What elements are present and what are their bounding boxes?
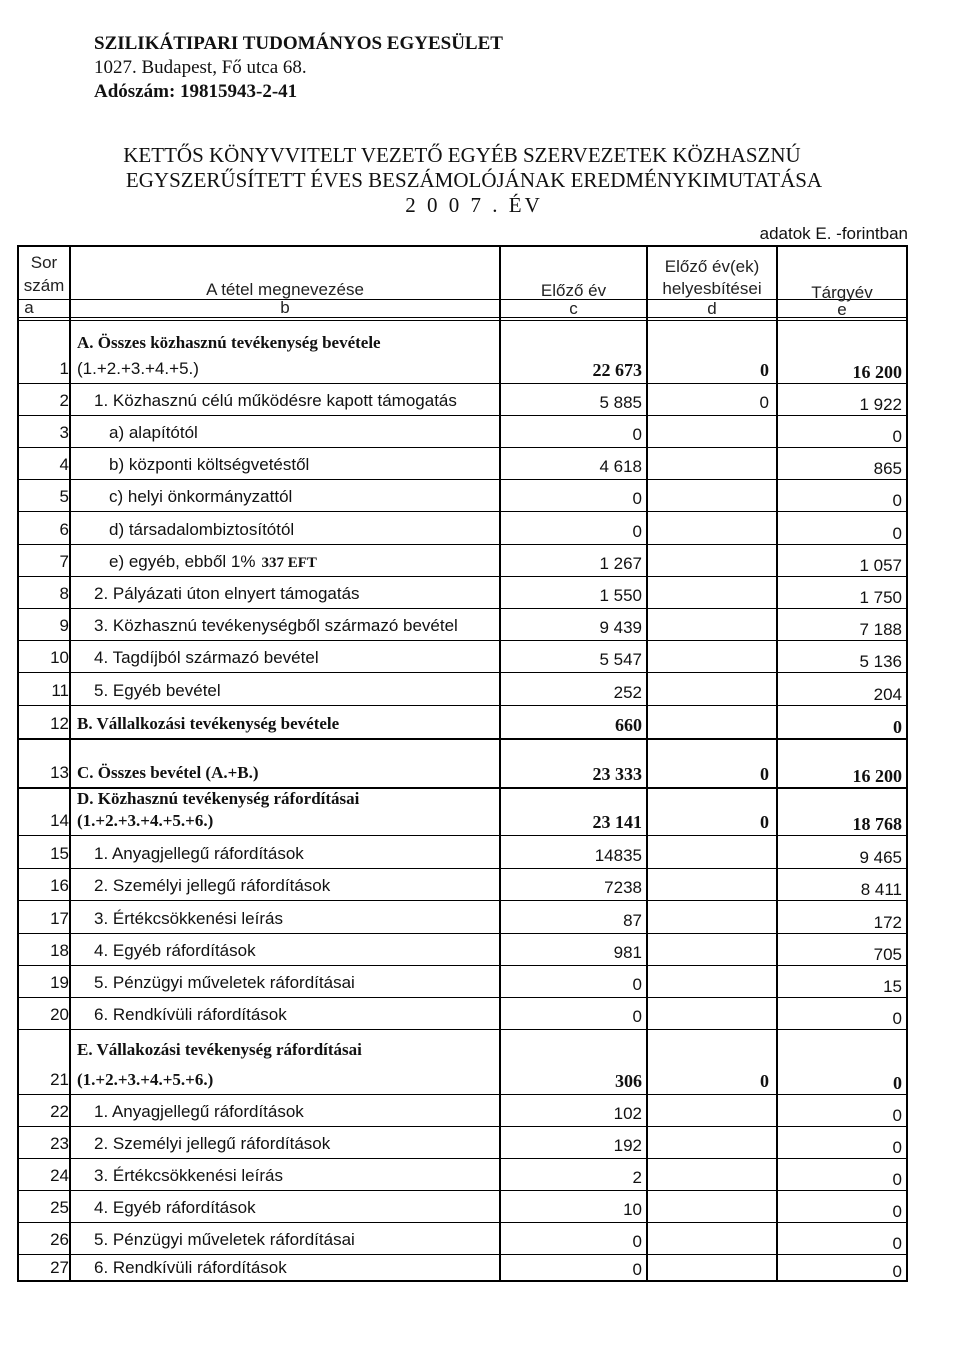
current-year-value: 7 188 <box>859 620 902 639</box>
prev-year-header: Előző év <box>540 281 607 300</box>
title-line-2: EGYSZERŰSÍTETT ÉVES BESZÁMOLÓJÁNAK EREDMÉNYKIMUTATÁSA <box>125 168 823 192</box>
table-row <box>19 900 906 933</box>
row-number: 19 <box>50 973 69 992</box>
row-number: 1 <box>59 359 69 378</box>
prev-year-value: 23 141 <box>592 812 642 832</box>
row-label: (1.+2.+3.+4.+5.+6.) <box>77 1070 214 1089</box>
row-number: 10 <box>50 648 69 667</box>
sor-header-line1: Sor <box>30 253 58 272</box>
report-title <box>0 143 960 218</box>
current-year-value: 705 <box>873 945 902 964</box>
row-label: 1. Anyagjellegű ráfordítások <box>94 1102 304 1121</box>
sor-letter: a <box>24 298 34 317</box>
title-line-1: KETTŐS KÖNYVVITELT VEZETŐ EGYÉB SZERVEZETEK KÖZHASZNÚ <box>123 143 801 167</box>
prev-year-value: 23 333 <box>592 764 642 784</box>
table-row <box>19 1094 906 1126</box>
table-row <box>19 383 906 415</box>
row-number: 18 <box>50 941 69 960</box>
row-heading: E. Vállakozási tevékenység ráfordításai <box>77 1040 362 1059</box>
table-row <box>19 1190 906 1222</box>
row-number: 24 <box>50 1166 69 1185</box>
table-row <box>19 544 906 576</box>
row-label: (1.+2.+3.+4.+5.+6.) <box>77 811 214 830</box>
current-year-value: 16 200 <box>852 766 902 786</box>
prev-year-value: 660 <box>615 715 642 735</box>
table-row <box>19 1158 906 1190</box>
row-number: 17 <box>50 909 69 928</box>
prev-year-value: 10 <box>623 1200 642 1219</box>
prev-year-value: 0 <box>632 1232 642 1251</box>
table-row <box>19 1222 906 1254</box>
row-label: 3. Értékcsökkenési leírás <box>94 1166 283 1185</box>
row-heading: A. Összes közhasznú tevékenység bevétele <box>77 333 381 352</box>
prev-year-value: 1 267 <box>599 554 642 573</box>
table-row <box>19 705 906 738</box>
row-number: 6 <box>59 520 69 539</box>
row-number: 7 <box>59 552 69 571</box>
current-year-value: 15 <box>883 977 902 996</box>
table-row <box>19 1029 906 1094</box>
adjustment-header-line2: helyesbítései <box>662 279 762 298</box>
report-year: 2 0 0 7 . ÉV <box>405 193 543 217</box>
current-year-value: 0 <box>892 491 902 510</box>
prev-year-value: 192 <box>613 1136 642 1155</box>
prev-year-value: 0 <box>632 1007 642 1026</box>
income-statement-table <box>17 245 908 1282</box>
row-number: 26 <box>50 1230 69 1249</box>
table-row <box>19 933 906 965</box>
table-row <box>19 787 906 835</box>
table-row <box>19 1126 906 1158</box>
table-row <box>19 835 906 868</box>
table-row <box>19 447 906 479</box>
adjustment-value: 0 <box>760 764 769 784</box>
row-number: 15 <box>50 844 69 863</box>
row-number: 21 <box>50 1070 69 1089</box>
row-number: 11 <box>51 681 69 700</box>
prev-year-value: 5 885 <box>599 393 642 412</box>
table-row <box>19 511 906 544</box>
current-year-value: 0 <box>893 1073 902 1093</box>
curr-letter: e <box>837 300 847 319</box>
row-label: c) helyi önkormányzattól <box>109 487 293 506</box>
current-year-value: 0 <box>892 1106 902 1125</box>
row-label: 3. Értékcsökkenési leírás <box>94 909 283 928</box>
row-label: 2. Pályázati úton elnyert támogatás <box>94 584 360 603</box>
current-year-value: 0 <box>892 1009 902 1028</box>
row-label: d) társadalombiztosítótól <box>109 520 295 539</box>
row-number: 14 <box>50 811 69 830</box>
row-number: 9 <box>59 616 69 635</box>
prev-year-value: 981 <box>613 943 642 962</box>
prev-year-value: 0 <box>632 975 642 994</box>
row-number: 3 <box>59 423 69 442</box>
row-number: 5 <box>59 487 69 506</box>
table-row <box>19 640 906 672</box>
table-row <box>19 415 906 447</box>
adjustment-value: 0 <box>760 812 769 832</box>
prev-year-value: 87 <box>623 911 642 930</box>
row-label <box>109 552 529 572</box>
table-row <box>19 608 906 640</box>
row-label: 5. Pénzügyi műveletek ráfordításai <box>94 973 355 992</box>
row-label: C. Összes bevétel (A.+B.) <box>77 763 259 782</box>
row-label: 5. Egyéb bevétel <box>94 681 221 700</box>
current-year-value: 0 <box>892 1202 902 1221</box>
current-year-value: 204 <box>873 685 902 704</box>
adjustment-value: 0 <box>759 393 769 412</box>
row-label: 5. Pénzügyi műveletek ráfordításai <box>94 1230 355 1249</box>
row-label: 1. Anyagjellegű ráfordítások <box>94 844 304 863</box>
row-label: 4. Egyéb ráfordítások <box>94 1198 256 1217</box>
sor-header <box>19 253 69 295</box>
organization-name: SZILIKÁTIPARI TUDOMÁNYOS EGYESÜLET <box>94 33 503 54</box>
current-year-value: 865 <box>873 459 902 478</box>
current-year-value: 0 <box>892 1262 902 1281</box>
row-label: B. Vállalkozási tevékenység bevétele <box>77 714 340 733</box>
prev-year-value: 0 <box>632 1260 642 1279</box>
current-year-value: 0 <box>892 1138 902 1157</box>
organization-address: 1027. Budapest, Fő utca 68. <box>94 57 307 78</box>
prev-year-value: 22 673 <box>592 360 642 380</box>
row-label: 6. Rendkívüli ráfordítások <box>94 1258 287 1277</box>
row-label: a) alapítótól <box>109 423 198 442</box>
tax-id: Adószám: 19815943-2-41 <box>94 81 298 102</box>
prev-year-value: 0 <box>632 522 642 541</box>
current-year-value: 172 <box>873 913 902 932</box>
row-label: 2. Személyi jellegű ráfordítások <box>94 876 331 895</box>
organization-header <box>94 32 503 104</box>
prev-year-value: 9 439 <box>599 618 642 637</box>
current-year-value: 0 <box>893 717 902 737</box>
row-label-suffix: 337 EFT <box>261 555 317 571</box>
current-year-value: 0 <box>892 1170 902 1189</box>
row-number: 23 <box>50 1134 69 1153</box>
prev-year-value: 2 <box>632 1168 642 1187</box>
row-label: 3. Közhasznú tevékenységből származó bevétel <box>94 616 458 635</box>
adjustment-header <box>648 257 776 298</box>
row-number: 16 <box>50 876 69 895</box>
current-year-value: 1 922 <box>859 395 902 414</box>
prev-year-value: 4 618 <box>599 457 642 476</box>
current-year-value: 16 200 <box>852 362 902 382</box>
current-year-value: 18 768 <box>852 814 902 834</box>
prev-year-value: 5 547 <box>599 650 642 669</box>
prev-year-value: 102 <box>613 1104 642 1123</box>
row-number: 13 <box>50 763 69 782</box>
row-number: 8 <box>59 584 69 603</box>
adjustment-header-line1: Előző év(ek) <box>664 257 760 276</box>
prev-year-value: 0 <box>632 425 642 444</box>
row-label: b) központi költségvetéstől <box>109 455 310 474</box>
current-year-value: 1 057 <box>859 556 902 575</box>
current-year-value: 0 <box>892 524 902 543</box>
prev-year-value: 306 <box>615 1071 642 1091</box>
current-year-value: 0 <box>892 1234 902 1253</box>
row-label: 6. Rendkívüli ráfordítások <box>94 1005 287 1024</box>
row-label: 1. Közhasznú célú működésre kapott támogatás <box>94 391 457 410</box>
adjustment-value: 0 <box>760 1071 769 1091</box>
adjustment-value: 0 <box>760 360 769 380</box>
table-row <box>19 997 906 1029</box>
table-row <box>19 965 906 997</box>
current-year-value: 8 411 <box>860 880 902 899</box>
row-number: 2 <box>59 391 69 410</box>
current-year-header: Tárgyév <box>811 283 873 302</box>
row-label: 2. Személyi jellegű ráfordítások <box>94 1134 331 1153</box>
row-number: 22 <box>50 1102 69 1121</box>
current-year-value: 5 136 <box>859 652 902 671</box>
row-label-text: e) egyéb, ebből 1% <box>109 552 256 571</box>
current-year-value: 0 <box>892 427 902 446</box>
prev-year-value: 252 <box>613 683 642 702</box>
table-row <box>19 868 906 900</box>
prev-letter: c <box>569 299 578 318</box>
row-heading: D. Közhasznú tevékenység ráfordításai <box>77 789 360 808</box>
unit-note: adatok E. -forintban <box>759 224 908 243</box>
name-letter: b <box>280 298 290 317</box>
adj-letter: d <box>707 299 717 318</box>
prev-year-value: 1 550 <box>599 586 642 605</box>
prev-year-value: 7238 <box>604 878 642 897</box>
table-row <box>19 1254 906 1282</box>
current-year-value: 9 465 <box>859 848 902 867</box>
row-label: 4. Egyéb ráfordítások <box>94 941 256 960</box>
table-row <box>19 479 906 511</box>
table-row <box>19 738 906 787</box>
current-year-value: 1 750 <box>859 588 902 607</box>
row-number: 12 <box>50 714 69 733</box>
table-row <box>19 672 906 705</box>
row-number: 4 <box>59 455 69 474</box>
row-number: 20 <box>50 1005 69 1024</box>
row-number: 25 <box>50 1198 69 1217</box>
name-header: A tétel megnevezése <box>206 280 364 299</box>
prev-year-value: 14835 <box>594 846 642 865</box>
prev-year-value: 0 <box>632 489 642 508</box>
table-row <box>19 327 906 383</box>
row-number: 27 <box>50 1258 69 1277</box>
sor-header-line2: szám <box>23 276 65 295</box>
row-label: (1.+2.+3.+4.+5.) <box>77 359 199 378</box>
table-row <box>19 576 906 608</box>
row-label: 4. Tagdíjból származó bevétel <box>94 648 319 667</box>
